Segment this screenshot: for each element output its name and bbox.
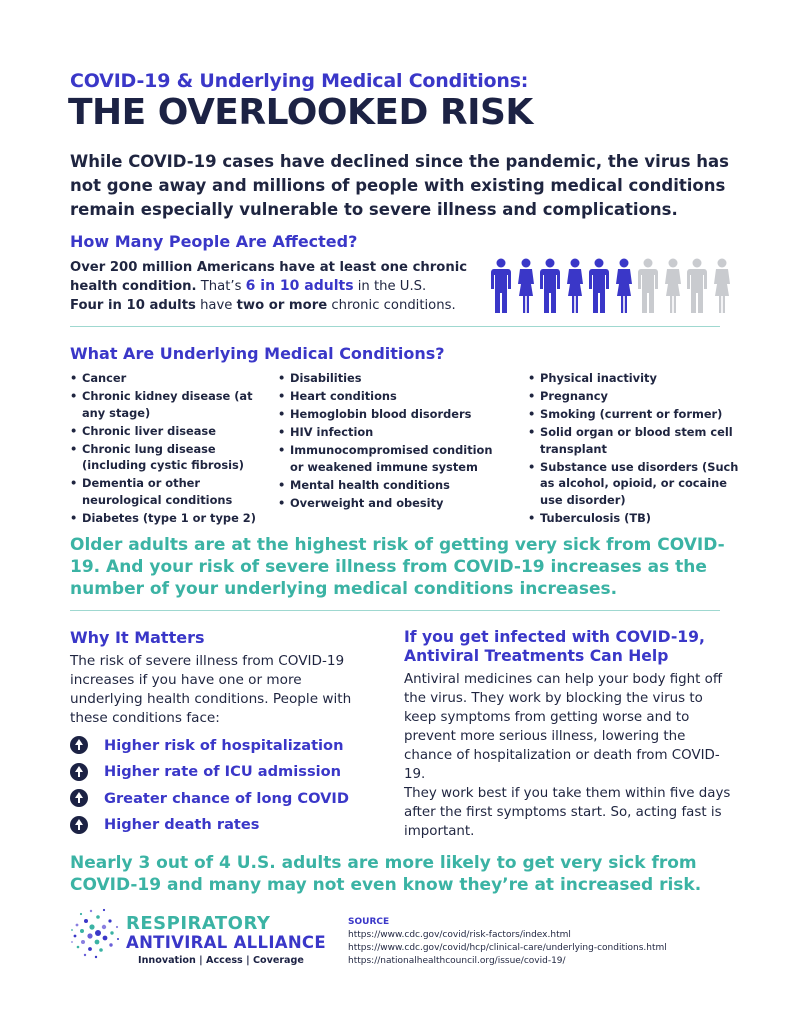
risk-label: Greater chance of long COVID [104,789,349,807]
person-female-icon [613,258,635,314]
person-female-icon [564,258,586,314]
condition-item: • Chronic liver disease [70,423,270,440]
condition-item: • Cancer [70,370,270,387]
why-text: The risk of severe illness from COVID-19 increases if you have one or more underlying health conditions. People with these conditions face: [70,653,352,726]
affected-line1-bold: Over 200 million Americans have at least one chronic health condition. [70,260,468,294]
person-female-icon [711,258,733,314]
condition-item: • Disabilities [278,370,508,387]
page-kicker: COVID-19 & Underlying Medical Conditions: [70,70,529,92]
conditions-heading: What Are Underlying Medical Conditions? [70,344,445,363]
risk-label: Higher risk of hospitalization [104,736,344,754]
source-block [348,916,667,968]
risk-callout: Older adults are at the highest risk of getting very sick from COVID-19. And your risk of severe illness from COVID-19 increases as the number of your underlying medical conditions increases. [70,535,725,599]
people-pictogram [490,258,730,314]
risk-item [70,785,349,812]
conditions-list-1 [70,370,270,528]
intro-paragraph: While COVID-19 cases have declined since the pandemic, the virus has not gone away and millions of people with existing medical conditions remain especially vulnerable to severe illness and complications. [70,152,729,219]
affected-text [70,258,490,315]
affected-line2-bold2: two or more [236,298,328,313]
affected-line2-end: chronic conditions. [327,298,456,313]
arrow-up-icon [70,763,88,781]
source-link[interactable]: https://www.cdc.gov/covid/risk-factors/index.html [348,930,571,940]
antiviral-paragraph-2: They work best if you take them within five days after the first symptoms start. So, acting fast is important. [404,786,731,839]
affected-highlight: 6 in 10 adults [245,278,354,294]
person-male-icon [490,258,512,314]
condition-item: • Substance use disorders (Such as alcohol, opioid, or cocaine use disorder) [528,459,743,509]
antiviral-paragraph-1: Antiviral medicines can help your body fight off the virus. They work by blocking the virus to keep symptoms from getting worse and to prevent more serious illness, lowering the chance of hospitalization or death from COVID-19. [404,672,723,782]
arrow-up-icon [70,816,88,834]
condition-item: • Overweight and obesity [278,495,508,512]
risk-list [70,732,349,838]
person-female-icon [662,258,684,314]
condition-item: • Immunocompromised condition or weakened immune system [278,442,508,475]
risk-label: Higher death rates [104,816,260,834]
affected-line1-rest: That’s [196,279,246,294]
divider [70,610,720,611]
source-link[interactable]: https://nationalhealthcouncil.org/issue/covid-19/ [348,956,566,966]
logo-tagline: Innovation | Access | Coverage [138,955,304,966]
risk-item [70,732,349,759]
condition-item: • Heart conditions [278,388,508,405]
person-male-icon [686,258,708,314]
person-male-icon [588,258,610,314]
arrow-up-icon [70,789,88,807]
conditions-list-2 [278,370,508,513]
divider [70,326,720,327]
person-female-icon [515,258,537,314]
condition-item: • HIV infection [278,424,508,441]
condition-item: • Physical inactivity [528,370,743,387]
condition-item: • Dementia or other neurological conditions [70,475,270,508]
risk-item [70,812,349,839]
affected-line2-mid: have [195,298,237,313]
condition-item: • Smoking (current or former) [528,406,743,423]
condition-item: • Tuberculosis (TB) [528,510,743,527]
condition-item: • Solid organ or blood stem cell transplant [528,424,743,457]
antiviral-heading: If you get infected with COVID-19, Antiviral Treatments Can Help [404,628,705,665]
logo-line-1: RESPIRATORY [126,913,271,934]
condition-item: • Chronic kidney disease (at any stage) [70,388,270,421]
condition-item: • Chronic lung disease (including cystic fibrosis) [70,441,270,474]
condition-item: • Diabetes (type 1 or type 2) [70,510,270,527]
condition-item: • Mental health conditions [278,477,508,494]
source-link[interactable]: https://www.cdc.gov/covid/hcp/clinical-care/underlying-conditions.html [348,943,667,953]
person-male-icon [637,258,659,314]
risk-item [70,759,349,786]
affected-line2-bold: Four in 10 adults [70,298,196,313]
logo-dots-icon [68,905,123,960]
affected-line1-end: in the U.S. [353,279,427,294]
condition-item: • Pregnancy [528,388,743,405]
conditions-list-3 [528,370,743,528]
closing-callout: Nearly 3 out of 4 U.S. adults are more likely to get very sick from COVID-19 and many may not even know they’re at increased risk. [70,853,702,895]
person-male-icon [539,258,561,314]
arrow-up-icon [70,736,88,754]
risk-label: Higher rate of ICU admission [104,763,342,781]
source-heading: SOURCE [348,917,390,927]
affected-heading: How Many People Are Affected? [70,232,358,251]
why-heading: Why It Matters [70,628,205,647]
page-title: THE OVERLOOKED RISK [68,92,533,133]
alliance-logo [68,905,328,970]
logo-line-2: ANTIVIRAL ALLIANCE [126,933,326,952]
condition-item: • Hemoglobin blood disorders [278,406,508,423]
